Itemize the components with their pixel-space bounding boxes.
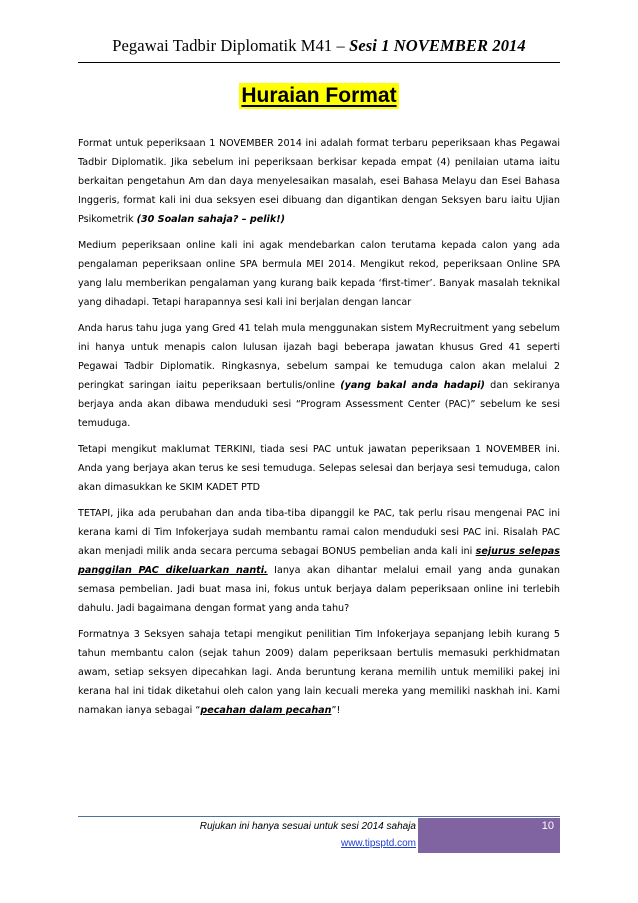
header-divider <box>78 62 560 63</box>
page-header <box>78 36 560 56</box>
header-session: Sesi 1 NOVEMBER 2014 <box>349 36 526 55</box>
paragraph-4-text: Tetapi mengikut maklumat TERKINI, tiada sesi PAC untuk jawatan peperiksaan 1 NOVEMBER ini. Anda yang berjaya akan terus ke sesi temuduga. Selepas selesai dan berjaya sesi temuduga, calon akan dimasukkan ke SKIM KADET PTD <box>78 444 560 493</box>
paragraph-4 <box>78 440 560 497</box>
paragraph-2-text: Medium peperiksaan online kali ini agak mendebarkan calon terutama kepada calon yang ada pengalaman peperiksaan online SPA bermula MEI 2014. Mengikut rekod, peperiksaan Online SPA yang lalu memberikan pengalaman yang kurang baik kepada ‘first-timer’. Banyak masalah teknikal yang dihadapi. Tetapi harapannya sesi kali ini berjalan dengan lancar <box>78 240 560 308</box>
paragraph-3 <box>78 319 560 433</box>
footer-website-link[interactable]: www.tipsptd.com <box>340 838 416 849</box>
page-footer <box>78 818 416 852</box>
paragraph-5-text-before: TETAPI, jika ada perubahan dan anda tiba-tiba dipanggil ke PAC, tak perlu risau mengenai PAC ini kerana kami di Tim Infokerjaya sudah membantu ramai calon menduduki sesi PAC ini. Risalah PAC akan menjadi milik anda secara percuma sebagai BONUS pembelian anda kali ini <box>78 508 560 557</box>
page-number-box <box>418 818 560 853</box>
footer-note: Rujukan ini hanya sesuai untuk sesi 2014 sahaja <box>199 821 416 832</box>
paragraph-5-emphasis: sejurus selepas panggilan PAC dikeluarkan nanti. <box>78 546 560 576</box>
paragraph-6-text-after: ”! <box>331 705 341 716</box>
header-title: Pegawai Tadbir Diplomatik M41 – <box>112 36 350 55</box>
paragraph-6-text-before: Formatnya 3 Seksyen sahaja tetapi mengikut penilitian Tim Infokerjaya sepanjang lebih kurang 5 tahun membantu calon (sejak tahun 2009) dalam peperiksaan bertulis memasuki perkhidmatan awam, setiap seksyen dipecahkan lagi. Anda beruntung kerana memilih untuk memiliki pakej ini kerana hal ini tidak diketahui oleh calon yang lain kecuali mereka yang memiliki naskhah ini. Kami namakan ianya sebagai “ <box>78 629 560 716</box>
paragraph-6-emphasis: pecahan dalam pecahan <box>200 705 332 716</box>
section-title: Huraian Format <box>241 84 397 107</box>
footer-divider <box>78 816 560 817</box>
page-number: 10 <box>541 820 554 832</box>
paragraph-3-text-before: Anda harus tahu juga yang Gred 41 telah mula menggunakan sistem MyRecruitment yang sebelum ini hanya untuk menapis calon lulusan ijazah bagi beberapa jawatan khusus Gred 41 seperti Pegawai Tadbir Diplomatik. Ringkasnya, sebelum sampai ke temuduga calon akan melalui 2 peringkat saringan iaitu peperiksaan bertulis/online <box>78 323 560 391</box>
paragraph-2 <box>78 236 560 312</box>
paragraph-1-emphasis: (30 Soalan sahaja? – pelik!) <box>136 214 285 225</box>
paragraph-5 <box>78 504 560 618</box>
document-body <box>78 134 560 727</box>
paragraph-5-text-after: Ianya akan dihantar melalui email yang anda gunakan semasa pembelian. Jadi buat masa ini, fokus untuk berjaya dalam peperiksaan online ini terlebih dahulu. Jadi bagaimana dengan format yang anda tahu? <box>78 565 560 614</box>
paragraph-6 <box>78 625 560 720</box>
paragraph-1-text: Format untuk peperiksaan 1 NOVEMBER 2014 ini adalah format terbaru peperiksaan khas Pegawai Tadbir Diplomatik. Jika sebelum ini peperiksaan berkisar kepada empat (4) penilaian utama iaitu berkaitan pengetahun Am dan daya menyelesaikan masalah, esei Bahasa Melayu dan Esei Bahasa Inggeris, format kali ini dua seksyen esei dibuang dan digantikan dengan Seksyen baru iaitu Ujian Psikometrik <box>78 138 560 225</box>
title-container <box>0 83 638 109</box>
paragraph-3-text-after: dan sekiranya berjaya anda akan dibawa menduduki sesi “Program Assessment Center (PAC)” sebelum ke sesi temuduga. <box>78 380 560 429</box>
paragraph-1 <box>78 134 560 229</box>
paragraph-3-emphasis: (yang bakal anda hadapi) <box>340 380 485 391</box>
